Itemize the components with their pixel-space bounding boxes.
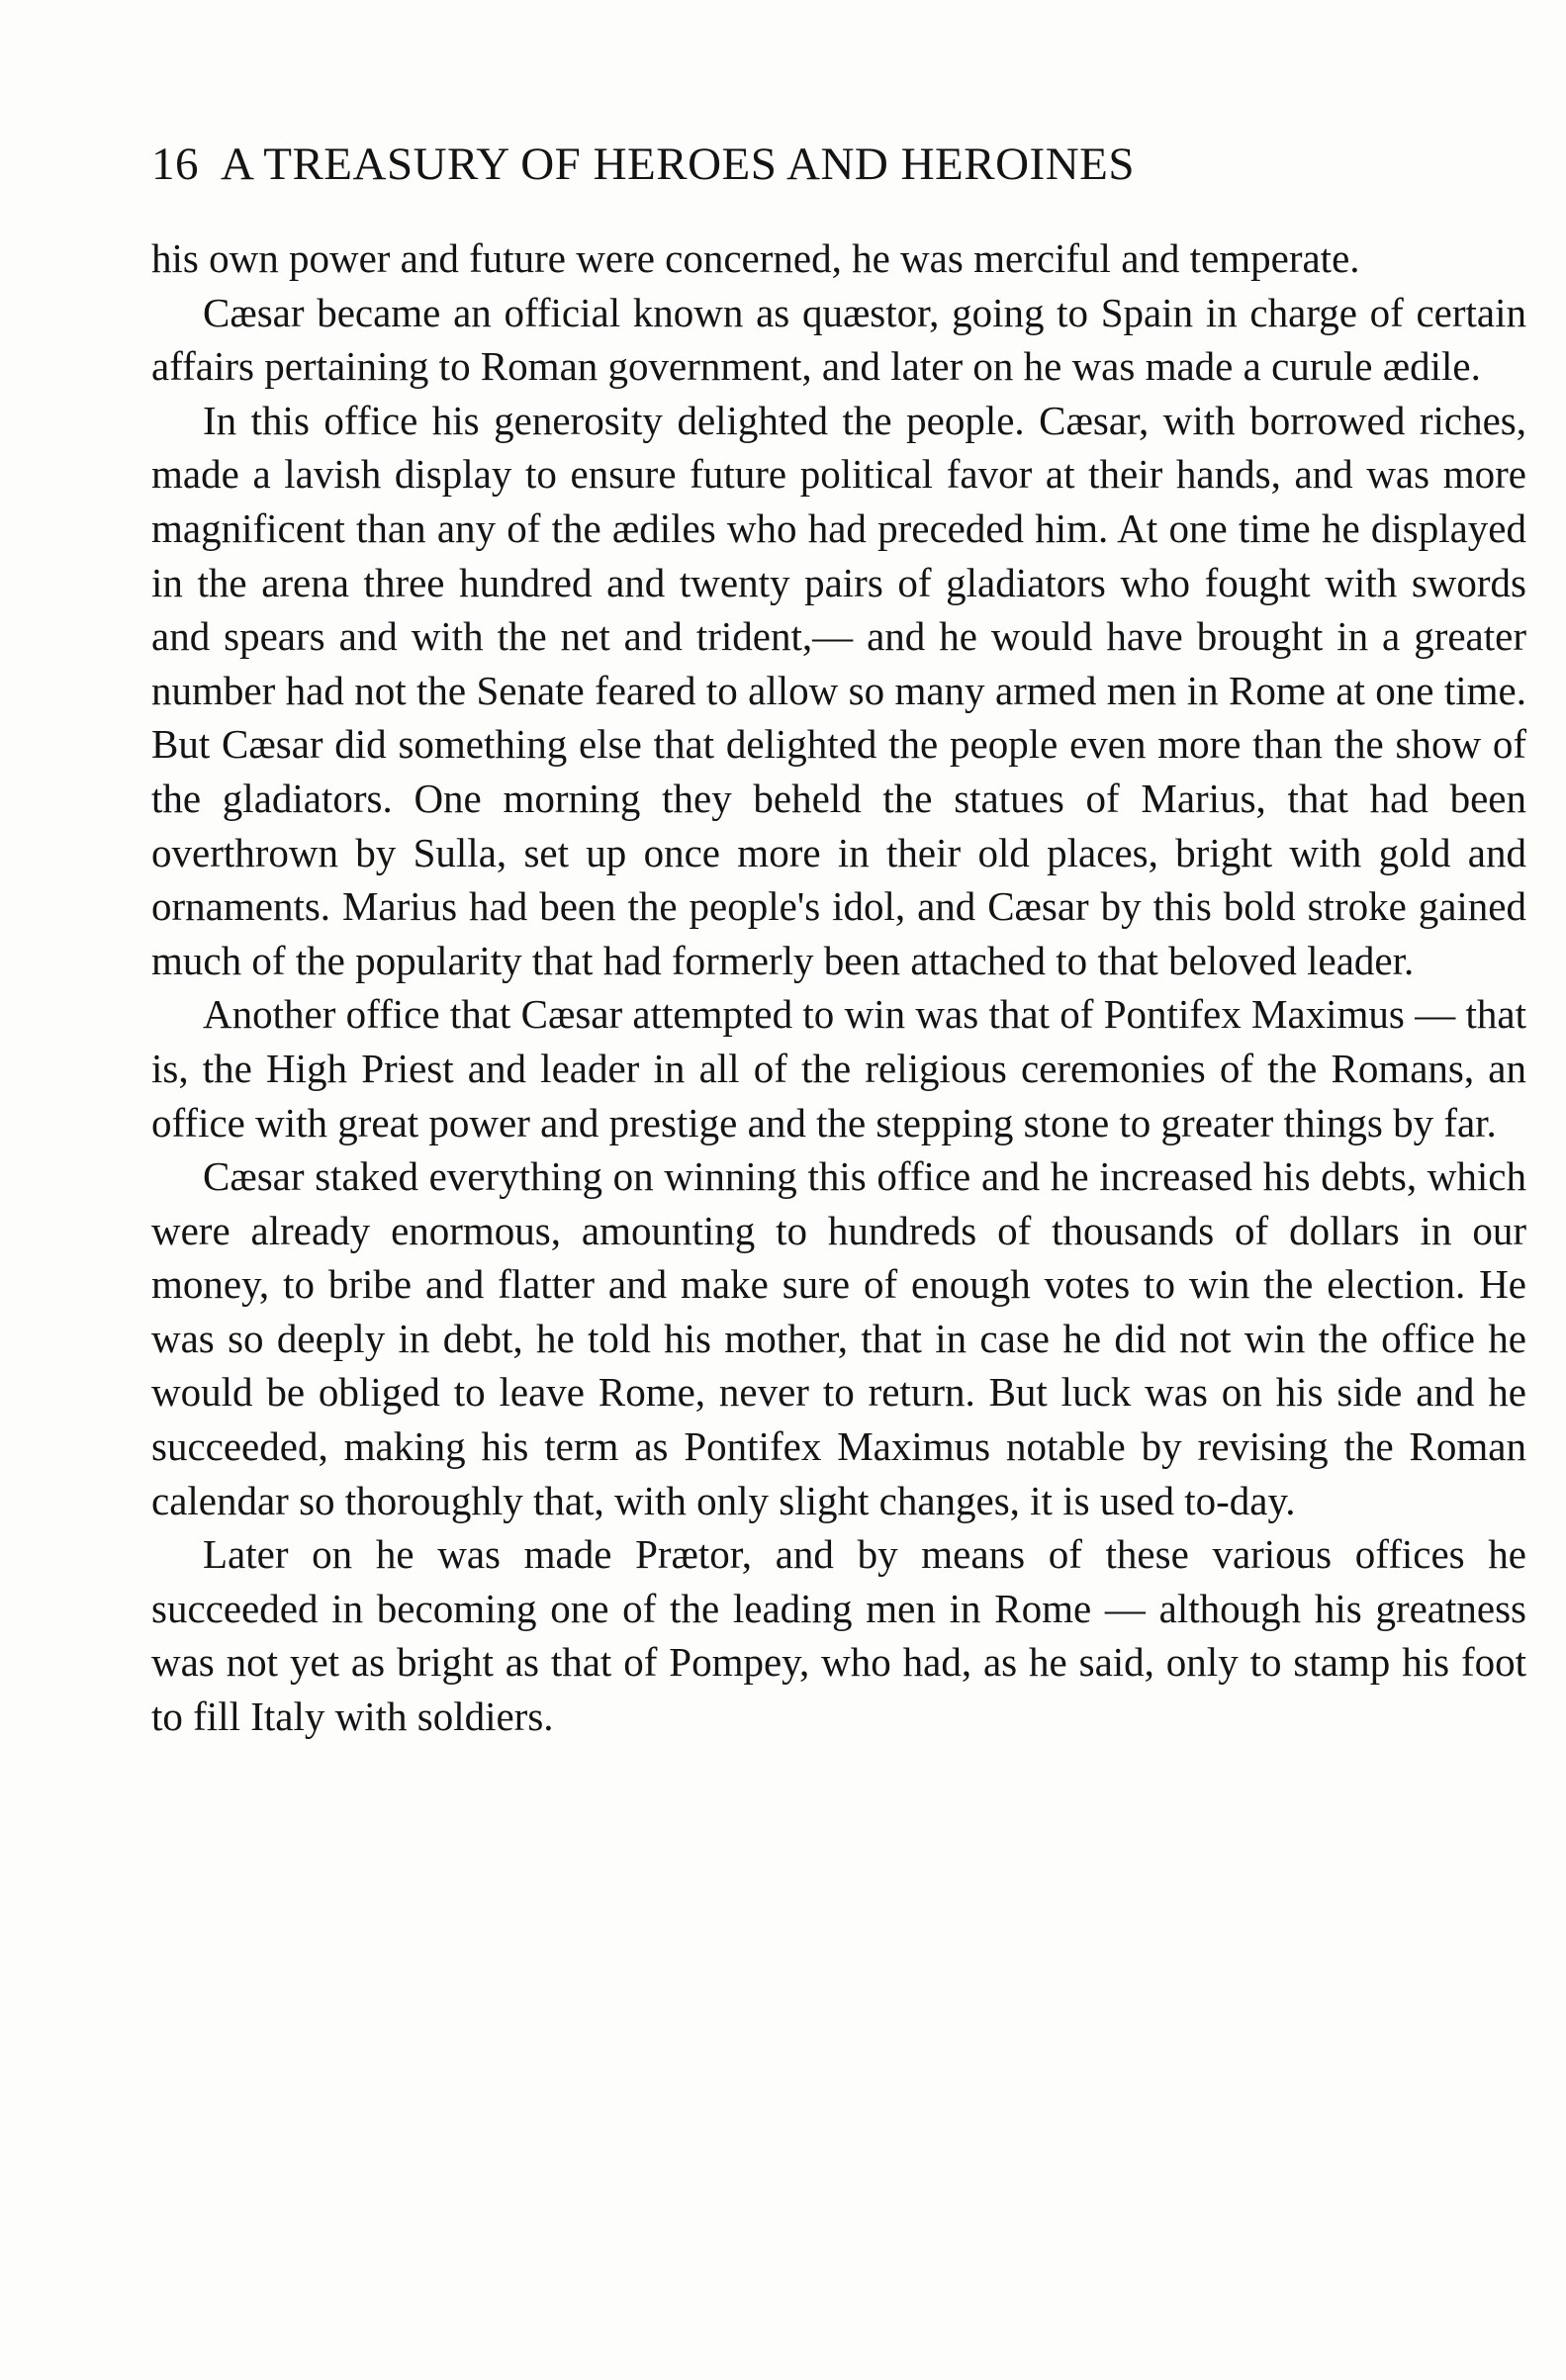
paragraph-continued: his own power and future were concerned, he was merciful and temperate.: [151, 235, 1360, 281]
running-header: [151, 137, 1378, 192]
paragraph-quaestor: Cæsar became an official known as quæstor, going to Spain in charge of certain affairs pertaining to Roman government, and later on he was made a curule ædile.: [151, 289, 1526, 390]
paragraph-aedile-generosity: In this office his generosity delighted the people. Cæsar, with borrowed riches, made a lavish display to ensure future political favor at their hands, and was more magnificent than any of the ædiles who had preceded him. At one time he displayed in the arena three hundred and twenty pairs of gladiators who fought with swords and spears and with the net and trident,— and he would have brought in a greater number had not the Senate feared to allow so many armed men in Rome at one time. But Cæsar did something else that delighted the people even more than the show of the gladiators. One morning they beheld the statues of Marius, that had been overthrown by Sulla, set up once more in their old places, bright with gold and ornaments. Marius had been the people's idol, and Cæsar by this bold stroke gained much of the popularity that had formerly been attached to that beloved leader.: [151, 397, 1526, 983]
paragraph-election-debts: Cæsar staked everything on winning this office and he increased his debts, which were already enormous, amounting to hundreds of thousands of dollars in our money, to bribe and flatter and make sure of enough votes to win the election. He was so deeply in debt, he told his mother, that in case he did not win the office he would be obliged to leave Rome, never to return. But luck was on his side and he succeeded, making his term as Pontifex Maximus notable by revising the Roman calendar so thoroughly that, with only slight changes, it is used to-day.: [151, 1153, 1526, 1523]
body-text: [151, 231, 1526, 1744]
book-title: A TREASURY OF HEROES AND HEROINES: [221, 138, 1135, 190]
paragraph-praetor: Later on he was made Prætor, and by means of these various offices he succeeded in becoming one of the leading men in Rome — although his greatness was not yet as bright as that of Pompey, who had, as he said, only to stamp his foot to fill Italy with soldiers.: [151, 1531, 1526, 1740]
page-number: 16: [151, 138, 199, 190]
paragraph-pontifex-office: Another office that Cæsar attempted to win was that of Pontifex Maximus — that is, the High Priest and leader in all of the religious ceremonies of the Romans, an office with great power and prestige and the stepping stone to greater things by far.: [151, 991, 1526, 1145]
